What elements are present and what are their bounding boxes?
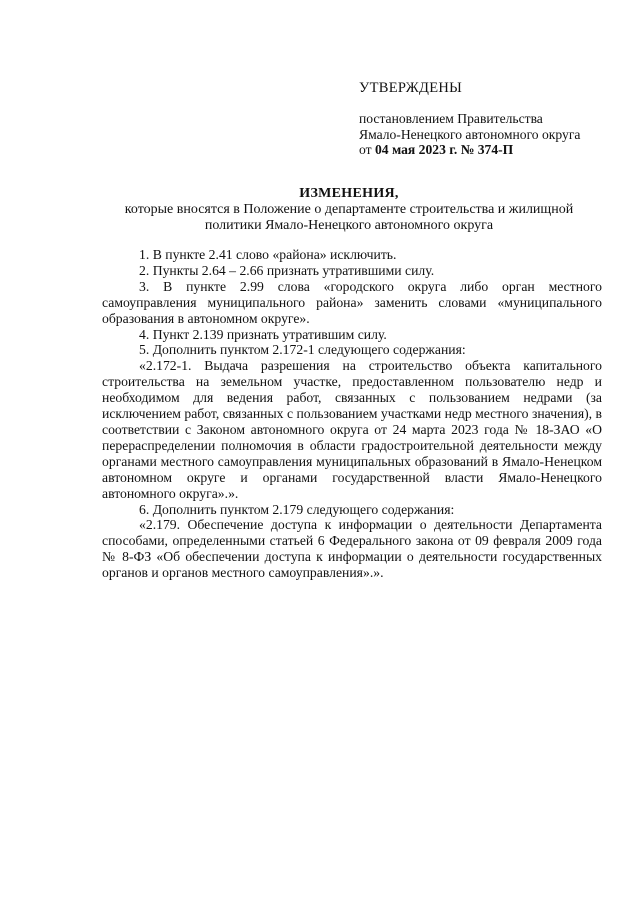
approval-date-number: 04 мая 2023 г. № 374-П	[374, 142, 514, 158]
document-body	[102, 247, 602, 581]
document-subtitle-line-1: которые вносятся в Положение о департаменте строительства и жилищной	[124, 202, 574, 217]
approval-line-2: Ямало-Ненецкого автономного округа	[359, 126, 581, 142]
paragraph-4: 4. Пункт 2.139 признать утратившим силу.	[139, 326, 387, 342]
paragraph-6-quote: «2.179. Обеспечение доступа к информации о деятельности Департамента способами, определенными статьей 6 Федерального закона от 09 февраля 2009 года № 8-ФЗ «Об обеспечении доступа к информации о деятельности государственных органов и органов местного самоуправления».».	[102, 517, 602, 581]
paragraph-2: 2. Пункты 2.64 – 2.66 признать утратившими силу.	[139, 262, 435, 278]
document-title: ИЗМЕНЕНИЯ,	[299, 186, 399, 201]
paragraph-5-quote: «2.172-1. Выдача разрешения на строительство объекта капитального строительства на земельном участке, предоставленном пользователю недр и необходимом для ведения работ, связанных с пользованием недрами (за исключением работ, связанных с пользованием участками недр местного значения), в соответствии с Законом автономного округа от 24 марта 2023 года № 18-ЗАО «О перераспределении полномочия в области градостроительной деятельности между органами местного самоуправления муниципальных образований в Ямало-Ненецком автономном округе и органами государственной власти Ямало-Ненецкого автономного округа».».	[102, 358, 602, 501]
approval-date-prefix: от	[359, 142, 372, 158]
approval-block	[359, 111, 580, 158]
paragraph-6: 6. Дополнить пунктом 2.179 следующего содержания:	[139, 501, 455, 517]
paragraph-1: 1. В пункте 2.41 слово «района» исключить.	[139, 247, 397, 262]
approval-date-line	[359, 142, 580, 158]
document-heading	[96, 186, 602, 234]
document-subtitle-line-2: политики Ямало-Ненецкого автономного округа	[204, 218, 494, 233]
paragraph-3: 3. В пункте 2.99 слова «городского округа либо орган местного самоуправления муниципального района» заменить словами «муниципального образования в автономном округе».	[102, 278, 602, 326]
approval-title: УТВЕРЖДЕНЫ	[359, 80, 463, 96]
paragraph-5: 5. Дополнить пунктом 2.172-1 следующего содержания:	[139, 342, 466, 358]
approval-line-1: постановлением Правительства	[359, 111, 543, 126]
